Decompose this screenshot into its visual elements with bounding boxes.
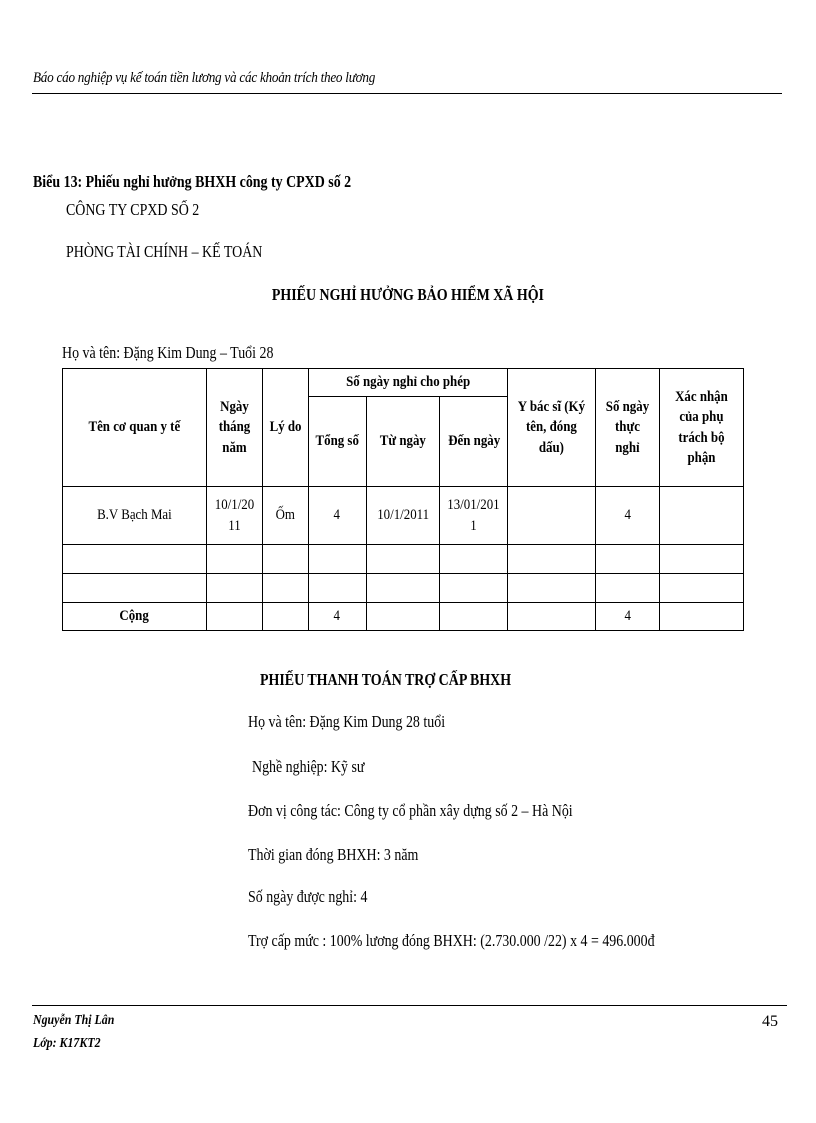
cell-from: 10/1/2011 xyxy=(366,487,440,545)
table-total-row xyxy=(63,603,744,631)
total-days: 4 xyxy=(308,603,366,631)
table-row xyxy=(63,487,744,545)
author-class: Lớp: K17KT2 xyxy=(33,1036,101,1051)
table-header-row xyxy=(63,369,744,397)
department-name: PHÒNG TÀI CHÍNH – KẾ TOÁN xyxy=(66,242,263,261)
col-from-header: Từ ngày xyxy=(366,397,440,487)
payment-allowed-days: Số ngày được nghỉ: 4 xyxy=(248,887,368,906)
table-row-empty xyxy=(63,574,744,603)
cell-total: 4 xyxy=(308,487,366,545)
cell-facility: B.V Bạch Mai xyxy=(63,487,207,545)
total-actual-days: 4 xyxy=(596,603,660,631)
cell-doctor xyxy=(508,487,596,545)
payment-allowance-formula: Trợ cấp mức : 100% lương đóng BHXH: (2.730.000 /22) x 4 = 496.000đ xyxy=(248,931,655,950)
footer-divider xyxy=(32,1005,787,1006)
cell-confirm xyxy=(660,487,744,545)
report-header: Báo cáo nghiệp vụ kế toán tiền lương và các khoản trích theo lương xyxy=(33,70,376,86)
header-divider xyxy=(32,93,782,94)
col-doctor-header: Y bác sĩ (Ký tên, đóng dấu) xyxy=(508,369,596,487)
col-reason-header: Lý do xyxy=(262,369,308,487)
leave-form-title: PHIẾU NGHỈ HƯỞNG BẢO HIỂM XÃ HỘI xyxy=(271,285,545,304)
author-name: Nguyễn Thị Lân xyxy=(33,1013,115,1028)
payment-contribution-period: Thời gian đóng BHXH: 3 năm xyxy=(248,845,419,864)
payment-form-title: PHIẾU THANH TOÁN TRỢ CẤP BHXH xyxy=(260,670,512,689)
cell-to: 13/01/2011 xyxy=(440,487,508,545)
payment-occupation: Nghề nghiệp: Kỹ sư xyxy=(252,757,365,776)
cell-actual: 4 xyxy=(596,487,660,545)
col-actual-days-header: Số ngày thực nghỉ xyxy=(596,369,660,487)
cell-date: 10/1/2011 xyxy=(206,487,262,545)
table-row-empty xyxy=(63,545,744,574)
figure-caption: Biểu 13: Phiếu nghỉ hưởng BHXH công ty CPXD số 2 xyxy=(33,172,352,191)
col-confirm-header: Xác nhận của phụ trách bộ phận xyxy=(660,369,744,487)
col-to-header: Đến ngày xyxy=(440,397,508,487)
cell-reason: Ốm xyxy=(262,487,308,545)
allowed-days-group-header: Số ngày nghỉ cho phép xyxy=(308,369,508,397)
page-number: 45 xyxy=(762,1013,778,1030)
col-date-header: Ngày tháng năm xyxy=(206,369,262,487)
payment-name: Họ và tên: Đặng Kim Dung 28 tuổi xyxy=(248,712,446,731)
total-label: Cộng xyxy=(63,603,207,631)
employee-name-age: Họ và tên: Đặng Kim Dung – Tuổi 28 xyxy=(62,343,274,362)
company-name: CÔNG TY CPXD SỐ 2 xyxy=(66,200,200,219)
col-total-header: Tổng số xyxy=(308,397,366,487)
leave-table xyxy=(62,368,744,631)
payment-workplace: Đơn vị công tác: Công ty cổ phần xây dựng số 2 – Hà Nội xyxy=(248,801,573,820)
col-facility-header: Tên cơ quan y tế xyxy=(63,369,207,487)
